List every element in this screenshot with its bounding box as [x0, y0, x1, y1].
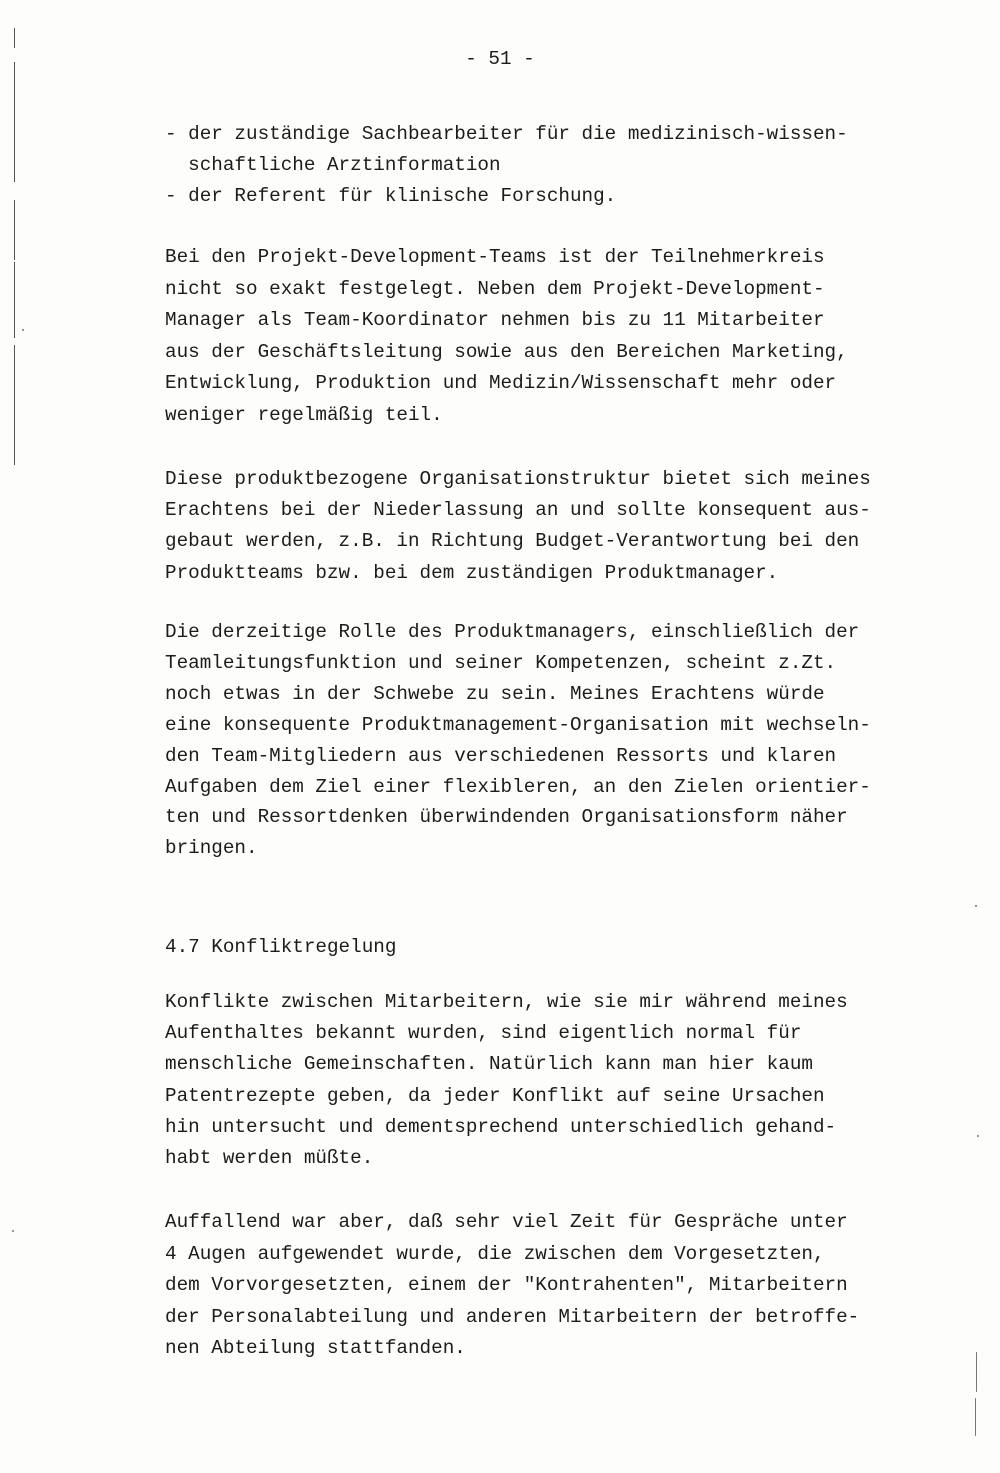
paragraph-line: gebaut werden, z.B. in Richtung Budget-Verantwortung bei den	[165, 530, 860, 552]
scan-edge-mark	[14, 345, 15, 465]
scan-edge-mark	[14, 28, 15, 48]
paragraph-line: Produktteams bzw. bei dem zuständigen Produktmanager.	[165, 562, 779, 584]
scan-edge-mark	[14, 262, 15, 338]
paragraph-line: Die derzeitige Rolle des Produktmanagers, einschließlich der	[165, 621, 860, 643]
paragraph-line: Bei den Projekt-Development-Teams ist der Teilnehmerkreis	[165, 246, 825, 268]
paragraph-line: bringen.	[165, 837, 258, 859]
paragraph-line: habt werden müßte.	[165, 1147, 374, 1169]
list-line: - der Referent für klinische Forschung.	[165, 185, 617, 207]
paragraph-line: Konflikte zwischen Mitarbeitern, wie sie mir während meines	[165, 991, 848, 1013]
paragraph-line: Entwicklung, Produktion und Medizin/Wissenschaft mehr oder	[165, 372, 837, 394]
paragraph-line: der Personalabteilung und anderen Mitarbeitern der betroffe-	[165, 1306, 860, 1328]
scan-speck	[975, 905, 977, 907]
list-line: schaftliche Arztinformation	[165, 154, 501, 176]
scan-speck	[976, 1352, 977, 1392]
paragraph-line: nen Abteilung stattfanden.	[165, 1337, 466, 1359]
paragraph-line: 4 Augen aufgewendet wurde, die zwischen dem Vorgesetzten,	[165, 1243, 825, 1265]
paragraph-line: Aufenthaltes bekannt wurden, sind eigentlich normal für	[165, 1022, 802, 1044]
paragraph-line: dem Vorvorgesetzten, einem der "Kontrahenten", Mitarbeitern	[165, 1274, 848, 1296]
paragraph-line: Manager als Team-Koordinator nehmen bis zu 11 Mitarbeiter	[165, 309, 825, 331]
scan-speck	[12, 1230, 14, 1232]
section-heading: 4.7 Konfliktregelung	[165, 936, 397, 958]
paragraph-line: Patentrezepte geben, da jeder Konflikt auf seine Ursachen	[165, 1085, 825, 1107]
scan-edge-mark	[14, 62, 15, 182]
scan-speck	[22, 329, 24, 331]
paragraph-line: menschliche Gemeinschaften. Natürlich kann man hier kaum	[165, 1053, 813, 1075]
paragraph-line: Auffallend war aber, daß sehr viel Zeit für Gespräche unter	[165, 1211, 848, 1233]
paragraph-line: den Team-Mitgliedern aus verschiedenen Ressorts und klaren	[165, 745, 837, 767]
paragraph-line: eine konsequente Produktmanagement-Organisation mit wechseln-	[165, 714, 871, 736]
paragraph-line: Aufgaben dem Ziel einer flexibleren, an den Zielen orientier-	[165, 776, 871, 798]
scan-speck	[975, 1398, 976, 1436]
paragraph-line: Diese produktbezogene Organisationstruktur bietet sich meines	[165, 468, 871, 490]
list-line: - der zuständige Sachbearbeiter für die medizinisch-wissen-	[165, 123, 848, 145]
paragraph-line: hin untersucht und dementsprechend unterschiedlich gehand-	[165, 1116, 837, 1138]
paragraph-line: ten und Ressortdenken überwindenden Organisationsform näher	[165, 806, 848, 828]
page-number: - 51 -	[465, 48, 535, 70]
paragraph-line: nicht so exakt festgelegt. Neben dem Projekt-Development-	[165, 278, 825, 300]
paragraph-line: Erachtens bei der Niederlassung an und sollte konsequent aus-	[165, 499, 871, 521]
scan-edge-mark	[14, 200, 15, 260]
paragraph-line: Teamleitungsfunktion und seiner Kompetenzen, scheint z.Zt.	[165, 652, 837, 674]
paragraph-line: noch etwas in der Schwebe zu sein. Meines Erachtens würde	[165, 683, 825, 705]
paragraph-line: aus der Geschäftsleitung sowie aus den Bereichen Marketing,	[165, 341, 848, 363]
scan-speck	[977, 1135, 979, 1137]
paragraph-line: weniger regelmäßig teil.	[165, 404, 443, 426]
